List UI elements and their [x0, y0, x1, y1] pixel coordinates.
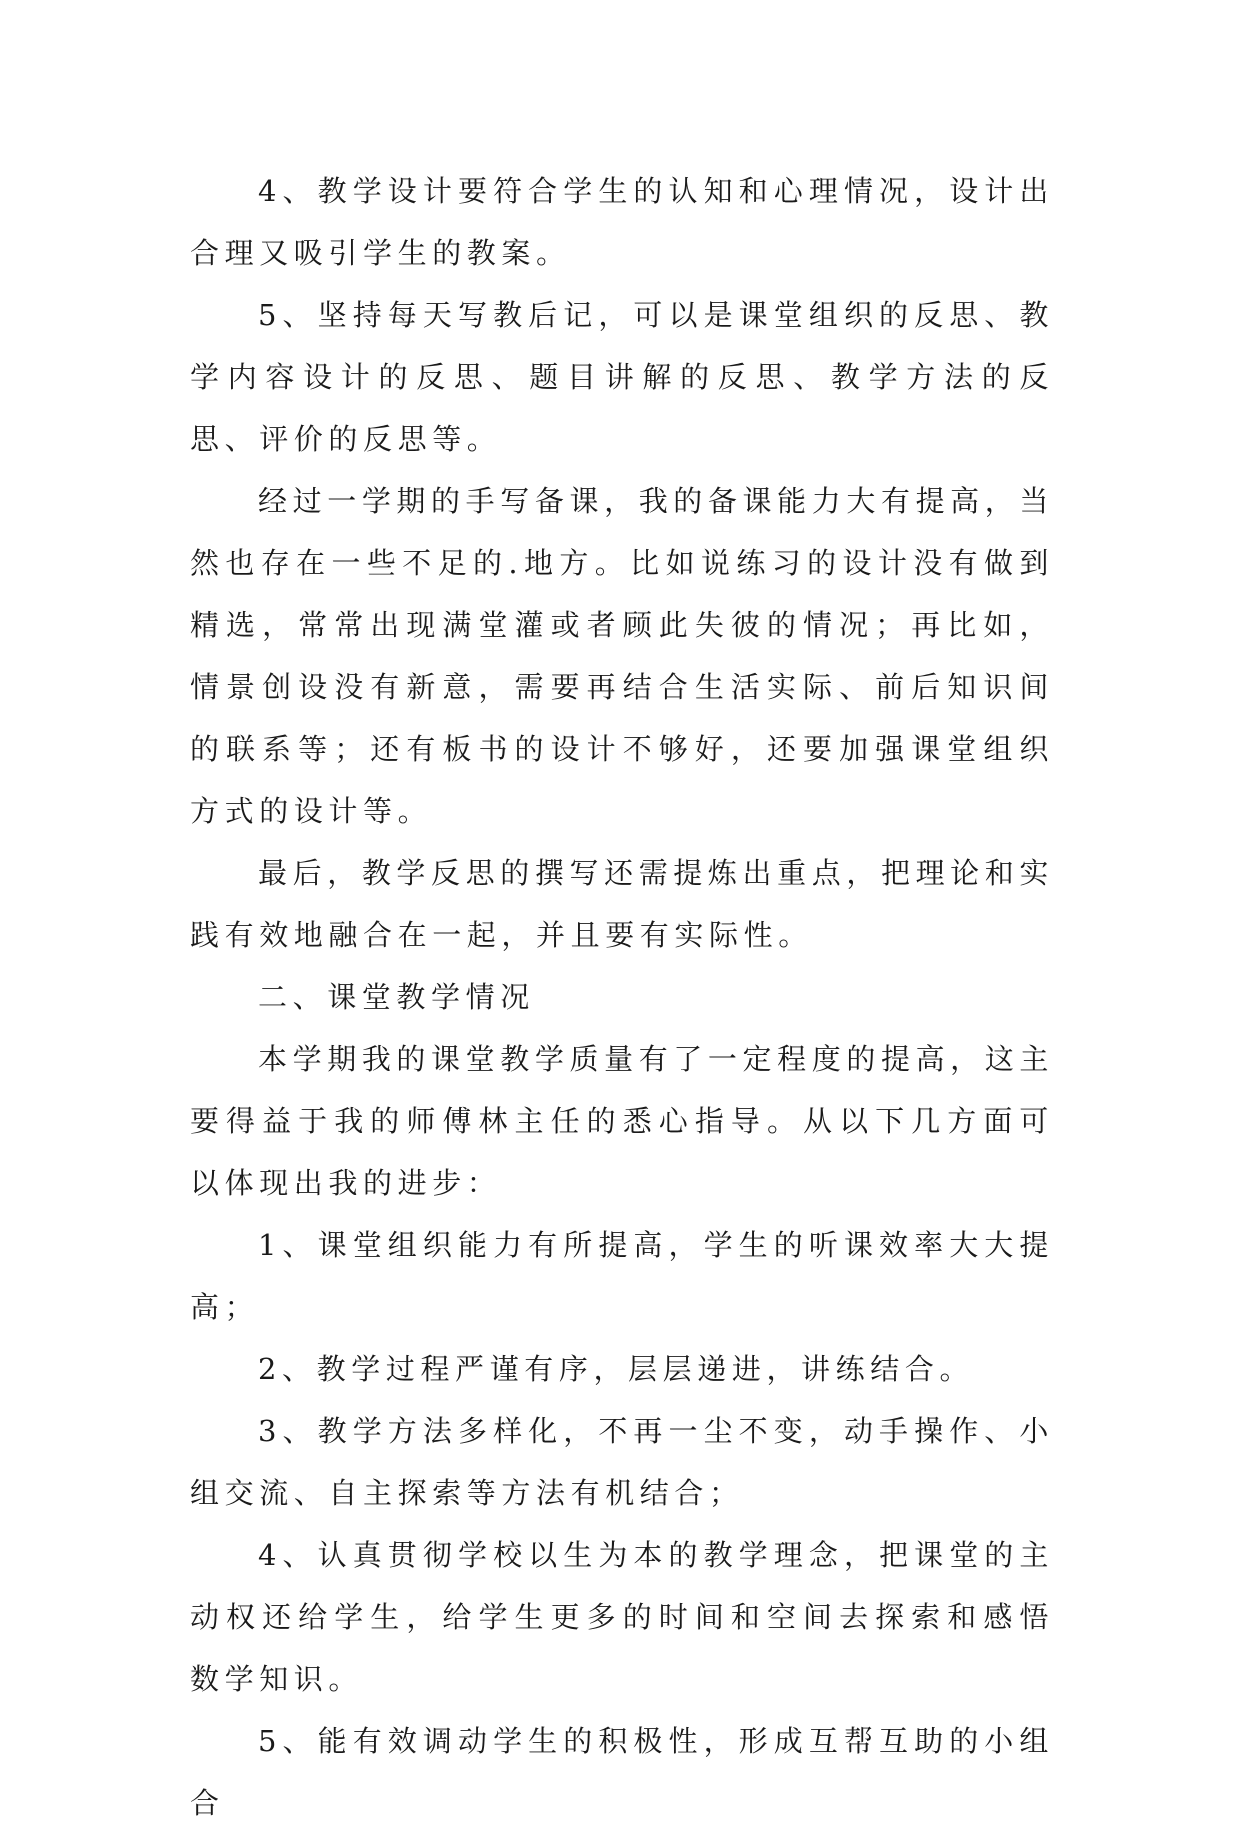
paragraph-lesson-prep-summary: 经过一学期的手写备课，我的备课能力大有提高，当然也存在一些不足的.地方。比如说练习的设计没有做到精选，常常出现满堂灌或者顾此失彼的情况；再比如，情景创设没有新意，需要再结合生活实际、前后知识间的联系等；还有板书的设计不够好，还要加强课堂组织方式的设计等。	[190, 484, 1054, 828]
section-heading-classroom-teaching: 二、课堂教学情况	[258, 980, 535, 1014]
paragraph-classroom-intro: 本学期我的课堂教学质量有了一定程度的提高，这主要得益于我的师傅林主任的悉心指导。从以下几方面可以体现出我的进步：	[190, 1042, 1054, 1200]
paragraph-design-item-5: 5、坚持每天写教后记，可以是课堂组织的反思、教学内容设计的反思、题目讲解的反思、教学方法的反思、评价的反思等。	[190, 298, 1054, 456]
paragraph-progress-item-4: 4、认真贯彻学校以生为本的教学理念，把课堂的主动权还给学生，给学生更多的时间和空间去探索和感悟数学知识。	[190, 1538, 1054, 1696]
paragraph-progress-item-3: 3、教学方法多样化，不再一尘不变，动手操作、小组交流、自主探索等方法有机结合；	[190, 1414, 1054, 1510]
paragraph-reflection-writing: 最后，教学反思的撰写还需提炼出重点，把理论和实践有效地融合在一起，并且要有实际性。	[190, 856, 1054, 952]
paragraph-design-item-4: 4、教学设计要符合学生的认知和心理情况，设计出合理又吸引学生的教案。	[190, 174, 1054, 270]
paragraph-progress-item-5: 5、能有效调动学生的积极性，形成互帮互助的小组合	[190, 1724, 1054, 1820]
paragraph-progress-item-1: 1、课堂组织能力有所提高，学生的听课效率大大提高；	[190, 1228, 1054, 1324]
document-body	[190, 160, 1054, 1834]
paragraph-progress-item-2: 2、教学过程严谨有序，层层递进，讲练结合。	[258, 1352, 975, 1386]
